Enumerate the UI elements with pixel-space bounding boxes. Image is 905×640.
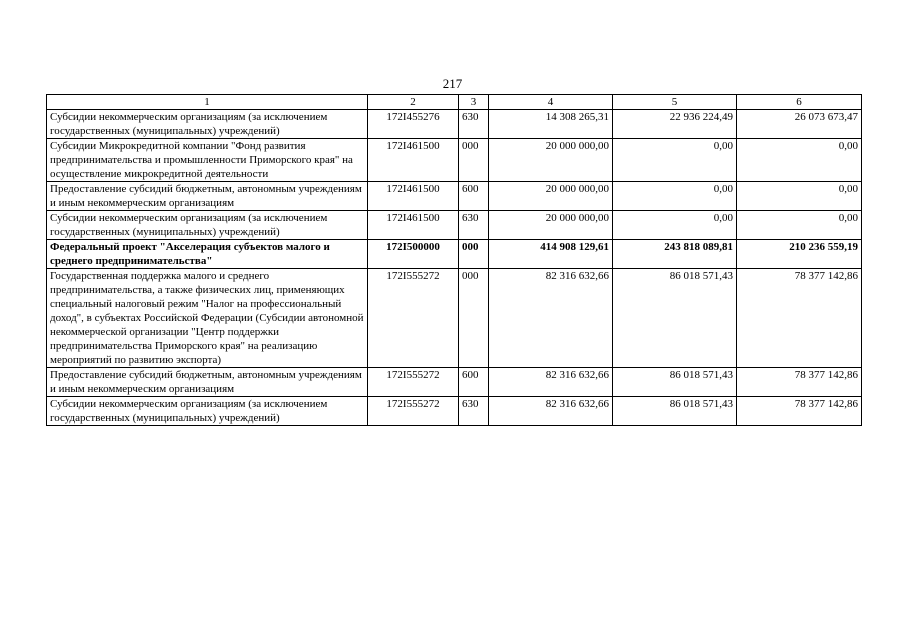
table-row [47, 110, 862, 139]
column-header: 3 [459, 95, 489, 110]
row-name: Субсидии некоммерческим организациям (за исключением государственных (муниципальных) учреждений) [47, 211, 368, 240]
row-name: Субсидии некоммерческим организациям (за исключением государственных (муниципальных) учреждений) [47, 110, 368, 139]
row-value-col4: 20 000 000,00 [489, 211, 613, 240]
row-code: 172I455276 [368, 110, 459, 139]
row-value-col6: 0,00 [737, 139, 862, 182]
row-expense-type: 000 [459, 240, 489, 269]
table-row [47, 397, 862, 426]
row-value-col5: 86 018 571,43 [613, 269, 737, 368]
header-row [47, 95, 862, 110]
row-code: 172I461500 [368, 139, 459, 182]
row-value-col6: 26 073 673,47 [737, 110, 862, 139]
table-row [47, 269, 862, 368]
table-row [47, 368, 862, 397]
row-code: 172I461500 [368, 211, 459, 240]
row-expense-type: 630 [459, 110, 489, 139]
row-expense-type: 600 [459, 182, 489, 211]
row-code: 172I555272 [368, 397, 459, 426]
row-expense-type: 000 [459, 269, 489, 368]
row-name: Государственная поддержка малого и среднего предпринимательства, а также физических лиц, применяющих специальный налоговый режим "Налог на профессиональный доход", в субъектах Российской Федерации (Субсидии автономной некоммерческой организации "Центр поддержки предпринимательства Приморского края" на реализацию мероприятий по развитию экспорта) [47, 269, 368, 368]
row-value-col4: 82 316 632,66 [489, 368, 613, 397]
row-expense-type: 630 [459, 211, 489, 240]
row-value-col5: 0,00 [613, 139, 737, 182]
row-code: 172I500000 [368, 240, 459, 269]
column-header: 6 [737, 95, 862, 110]
row-value-col6: 78 377 142,86 [737, 269, 862, 368]
row-value-col6: 0,00 [737, 211, 862, 240]
row-value-col6: 0,00 [737, 182, 862, 211]
row-expense-type: 630 [459, 397, 489, 426]
row-expense-type: 000 [459, 139, 489, 182]
row-name: Субсидии некоммерческим организациям (за исключением государственных (муниципальных) учреждений) [47, 397, 368, 426]
budget-table [46, 94, 862, 426]
row-name: Федеральный проект "Акселерация субъектов малого и среднего предпринимательства" [47, 240, 368, 269]
row-value-col5: 243 818 089,81 [613, 240, 737, 269]
row-name: Субсидии Микрокредитной компании "Фонд развития предпринимательства и промышленности Приморского края" на осуществление микрокредитной деятельности [47, 139, 368, 182]
row-code: 172I461500 [368, 182, 459, 211]
row-value-col5: 86 018 571,43 [613, 368, 737, 397]
column-header: 4 [489, 95, 613, 110]
row-code: 172I555272 [368, 368, 459, 397]
row-value-col6: 78 377 142,86 [737, 397, 862, 426]
table-row [47, 211, 862, 240]
row-value-col5: 0,00 [613, 211, 737, 240]
row-value-col4: 14 308 265,31 [489, 110, 613, 139]
row-value-col5: 0,00 [613, 182, 737, 211]
row-value-col5: 86 018 571,43 [613, 397, 737, 426]
row-expense-type: 600 [459, 368, 489, 397]
row-value-col6: 78 377 142,86 [737, 368, 862, 397]
row-value-col6: 210 236 559,19 [737, 240, 862, 269]
row-name: Предоставление субсидий бюджетным, автономным учреждениям и иным некоммерческим организациям [47, 368, 368, 397]
row-name: Предоставление субсидий бюджетным, автономным учреждениям и иным некоммерческим организациям [47, 182, 368, 211]
row-value-col4: 20 000 000,00 [489, 139, 613, 182]
column-header: 1 [47, 95, 368, 110]
row-value-col4: 82 316 632,66 [489, 397, 613, 426]
row-code: 172I555272 [368, 269, 459, 368]
table-row [47, 182, 862, 211]
row-value-col4: 414 908 129,61 [489, 240, 613, 269]
row-value-col4: 82 316 632,66 [489, 269, 613, 368]
table-row [47, 139, 862, 182]
column-header: 5 [613, 95, 737, 110]
row-value-col5: 22 936 224,49 [613, 110, 737, 139]
row-value-col4: 20 000 000,00 [489, 182, 613, 211]
column-header: 2 [368, 95, 459, 110]
table-row-project-total [47, 240, 862, 269]
page-number: 217 [442, 76, 463, 91]
